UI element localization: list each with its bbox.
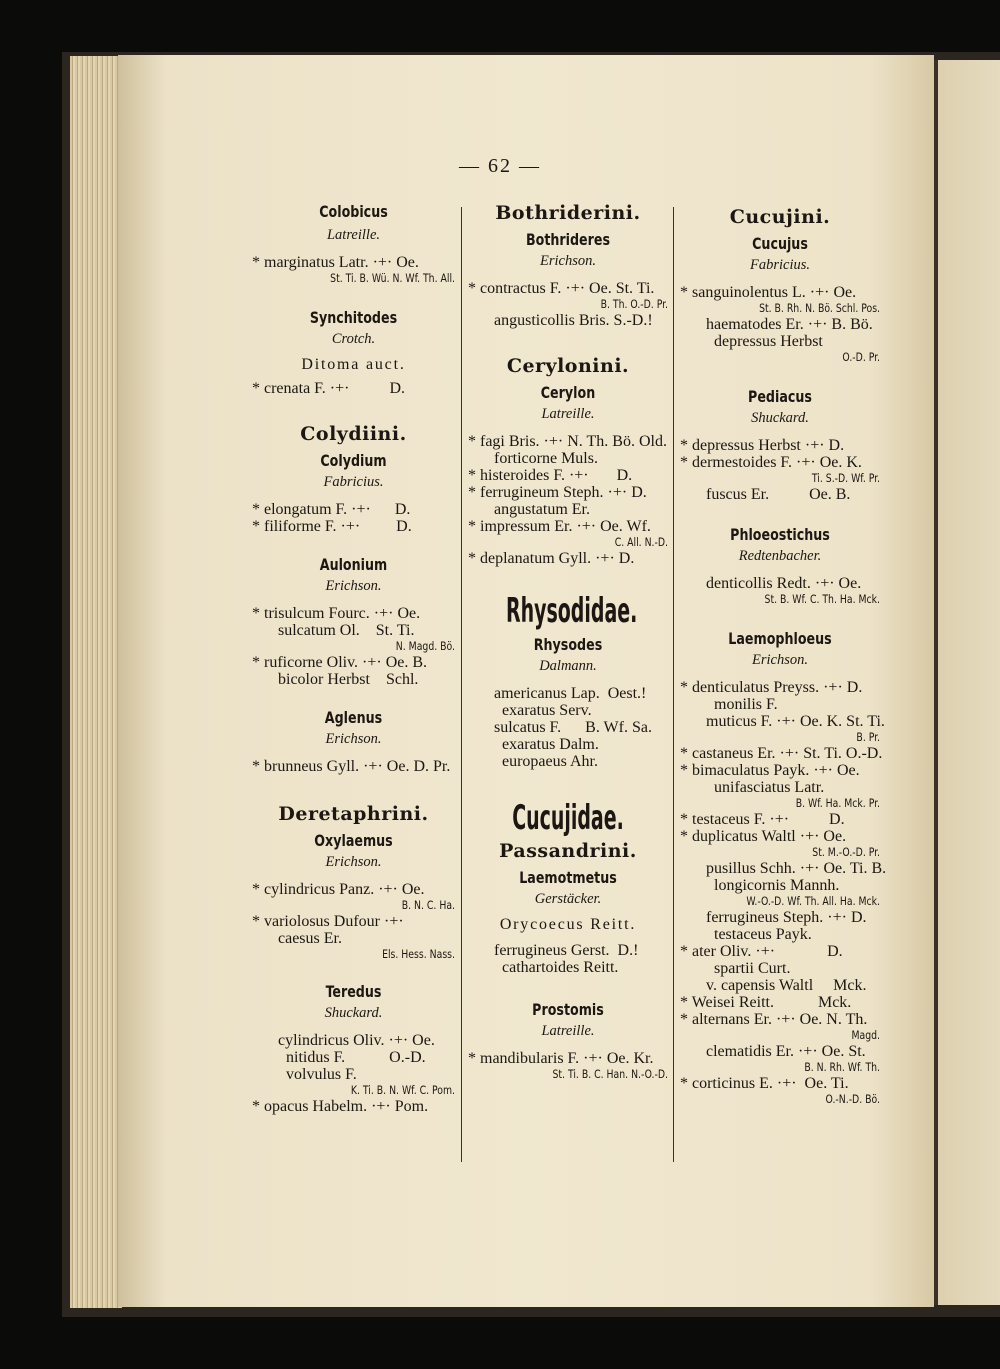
text-column-2 xyxy=(468,202,668,1082)
genus-heading: Cerylon xyxy=(540,383,596,402)
distribution-note: St. M.-O.-D. Pr. xyxy=(812,845,880,859)
species-entry: muticus F. ·+· Oe. K. St. Ti. xyxy=(706,713,885,730)
species-entry: americanus Lap. Oest.! xyxy=(494,685,647,702)
species-entry: depressus Herbst xyxy=(706,333,823,350)
genus-heading: Laemotmetus xyxy=(519,868,617,887)
species-entry: ferrugineus Gerst. D.! xyxy=(494,942,639,959)
species-entry: angusticollis Bris. S.-D.! xyxy=(494,312,653,329)
species-entry: v. capensis Waltl Mck. xyxy=(706,977,867,994)
species-entry: unifasciatus Latr. xyxy=(706,779,825,796)
genus-author: Fabricius. xyxy=(323,474,384,490)
species-entry: * castaneus Er. ·+· St. Ti. O.-D. xyxy=(680,745,883,762)
genus-author: Erichson. xyxy=(752,652,808,668)
distribution-note: O.-D. Pr. xyxy=(842,350,880,364)
family-heading: Cucujidae. xyxy=(512,798,624,838)
species-entry: * ferrugineum Steph. ·+· D. xyxy=(468,484,647,501)
species-entry: volvulus F. xyxy=(278,1066,357,1083)
species-entry: exaratus Serv. xyxy=(494,702,592,719)
species-entry: nitidus F. O.-D. xyxy=(278,1049,426,1066)
species-entry: * duplicatus Waltl ·+· Oe. xyxy=(680,828,847,845)
family-heading: Rhysodidae. xyxy=(506,591,638,631)
genus-author: Crotch. xyxy=(331,331,376,347)
species-entry: * dermestoides F. ·+· Oe. K. xyxy=(680,454,862,471)
distribution-note: K. Ti. B. N. Wf. C. Pom. xyxy=(350,1083,455,1097)
genus-heading: Teredus xyxy=(325,982,382,1001)
genus-author: Fabricius. xyxy=(749,257,810,273)
distribution-note: Ti. S.-D. Wf. Pr. xyxy=(811,471,880,485)
species-entry: * contractus F. ·+· Oe. St. Ti. xyxy=(468,280,655,297)
genus-author: Latreille. xyxy=(326,227,381,243)
species-entry: longicornis Mannh. xyxy=(706,877,840,894)
distribution-note: Els. Hess. Nass. xyxy=(382,947,455,961)
species-entry: * marginatus Latr. ·+· Oe. xyxy=(252,254,419,271)
species-entry: * variolosus Dufour ·+· xyxy=(252,913,404,930)
species-entry: spartii Curt. xyxy=(706,960,791,977)
species-entry: * crenata F. ·+· D. xyxy=(252,380,406,397)
genus-heading: Prostomis xyxy=(532,1000,604,1019)
distribution-note: B. Th. O.-D. Pr. xyxy=(600,297,668,311)
distribution-note: N. Magd. Bö. xyxy=(395,639,455,653)
species-entry: cathartoides Reitt. xyxy=(494,959,619,976)
distribution-note: St. Ti. B. C. Han. N.-O.-D. xyxy=(552,1067,668,1081)
species-entry: * opacus Habelm. ·+· Pom. xyxy=(252,1098,429,1115)
genus-author: Erichson. xyxy=(325,854,382,870)
species-entry: * Weisei Reitt. Mck. xyxy=(680,994,852,1011)
species-entry: * cylindricus Panz. ·+· Oe. xyxy=(252,881,425,898)
distribution-note: St. B. Rh. N. Bö. Schl. Pos. xyxy=(759,301,880,315)
genus-author: Erichson. xyxy=(325,731,382,747)
species-entry: pusillus Schh. ·+· Oe. Ti. B. xyxy=(706,860,887,877)
facing-page-edge xyxy=(934,60,1000,1305)
species-entry: * deplanatum Gyll. ·+· D. xyxy=(468,550,635,567)
species-entry: * impressum Er. ·+· Oe. Wf. xyxy=(468,518,651,535)
species-entry: * bimaculatus Payk. ·+· Oe. xyxy=(680,762,860,779)
species-entry: forticorne Muls. xyxy=(494,450,598,467)
species-entry: * testaceus F. ·+· D. xyxy=(680,811,845,828)
tribe-heading: Passandrini. xyxy=(499,840,637,862)
species-entry: * mandibularis F. ·+· Oe. Kr. xyxy=(468,1050,654,1067)
genus-heading: Phloeostichus xyxy=(730,525,830,544)
genus-author: Redtenbacher. xyxy=(738,548,822,564)
distribution-note: B. N. Rh. Wf. Th. xyxy=(804,1060,880,1074)
distribution-note: B. N. C. Ha. xyxy=(401,898,455,912)
genus-author: Shuckard. xyxy=(751,410,809,426)
species-entry: testaceus Payk. xyxy=(706,926,812,943)
distribution-note: B. Wf. Ha. Mck. Pr. xyxy=(795,796,880,810)
distribution-note: W.-O.-D. Wf. Th. All. Ha. Mck. xyxy=(746,894,880,908)
genus-author: Dalmann. xyxy=(539,658,597,674)
species-entry: * denticulatus Preyss. ·+· D. xyxy=(680,679,863,696)
genus-heading: Synchitodes xyxy=(309,308,398,327)
distribution-note: St. B. Wf. C. Th. Ha. Mck. xyxy=(764,592,880,606)
species-entry: europaeus Ahr. xyxy=(494,753,598,770)
genus-author: Latreille. xyxy=(541,406,595,422)
genus-author: Erichson. xyxy=(325,578,382,594)
genus-heading: Colobicus xyxy=(319,202,388,221)
synonym-heading: Orycoecus Reitt. xyxy=(499,916,637,933)
species-entry: sulcatum Ol. St. Ti. xyxy=(278,622,415,639)
genus-author: Erichson. xyxy=(540,253,596,269)
species-entry: fuscus Er. Oe. B. xyxy=(706,486,851,503)
species-entry: * filiforme F. ·+· D. xyxy=(252,518,412,535)
species-entry: denticollis Redt. ·+· Oe. xyxy=(706,575,862,592)
species-entry: sulcatus F. B. Wf. Sa. xyxy=(494,719,652,736)
tribe-heading: Bothriderini. xyxy=(495,202,641,224)
genus-heading: Cucujus xyxy=(752,234,808,253)
genus-author: Shuckard. xyxy=(324,1005,383,1021)
tribe-heading: Colydiini. xyxy=(300,423,407,445)
species-entry: * ater Oliv. ·+· D. xyxy=(680,943,843,960)
tribe-heading: Cerylonini. xyxy=(506,355,630,377)
genus-heading: Aglenus xyxy=(324,708,383,727)
genus-heading: Colydium xyxy=(320,451,387,470)
tribe-heading: Deretaphrini. xyxy=(278,803,429,825)
species-entry: monilis F. xyxy=(706,696,778,713)
species-entry: ferrugineus Steph. ·+· D. xyxy=(706,909,867,926)
species-entry: * ruficorne Oliv. ·+· Oe. B. xyxy=(252,654,428,671)
species-entry: * brunneus Gyll. ·+· Oe. D. Pr. xyxy=(252,758,451,775)
species-entry: clematidis Er. ·+· Oe. St. xyxy=(706,1043,866,1060)
distribution-note: B. Pr. xyxy=(856,730,880,744)
species-entry: cylindricus Oliv. ·+· Oe. xyxy=(278,1032,435,1049)
species-entry: * depressus Herbst ·+· D. xyxy=(680,437,845,454)
species-entry: * trisulcum Fourc. ·+· Oe. xyxy=(252,605,421,622)
genus-heading: Bothrideres xyxy=(525,230,611,249)
genus-heading: Aulonium xyxy=(319,555,388,574)
text-column-3 xyxy=(680,202,887,1107)
column-rule xyxy=(673,207,674,1162)
species-entry: * alternans Er. ·+· Oe. N. Th. xyxy=(680,1011,868,1028)
distribution-note: O.-N.-D. Bö. xyxy=(825,1092,880,1106)
species-entry: * histeroides F. ·+· D. xyxy=(468,467,633,484)
tribe-heading: Cucujini. xyxy=(729,206,831,228)
species-entry: caesus Er. xyxy=(278,930,342,947)
species-entry: bicolor Herbst Schl. xyxy=(278,671,419,688)
species-entry: * sanguinolentus L. ·+· Oe. xyxy=(680,284,857,301)
page-edges xyxy=(70,56,122,1308)
column-rule xyxy=(461,207,462,1162)
synonym-heading: Ditoma auct. xyxy=(301,356,406,373)
species-entry: exaratus Dalm. xyxy=(494,736,599,753)
genus-heading: Laemophloeus xyxy=(728,629,832,648)
species-entry: angustatum Er. xyxy=(494,501,590,518)
species-entry: * corticinus E. ·+· Oe. Ti. xyxy=(680,1075,849,1092)
species-entry: * elongatum F. ·+· D. xyxy=(252,501,411,518)
distribution-note: C. All. N.-D. xyxy=(614,535,668,549)
distribution-note: St. Ti. B. Wü. N. Wf. Th. All. xyxy=(330,271,455,285)
genus-heading: Rhysodes xyxy=(533,635,603,654)
species-entry: * fagi Bris. ·+· N. Th. Bö. Old. xyxy=(468,433,667,450)
genus-heading: Pediacus xyxy=(748,387,812,406)
text-column-1 xyxy=(252,202,455,1115)
genus-author: Gerstäcker. xyxy=(534,891,602,907)
genus-heading: Oxylaemus xyxy=(314,831,393,850)
page-number: — 62 — xyxy=(459,155,541,177)
genus-author: Latreille. xyxy=(541,1023,595,1039)
distribution-note: Magd. xyxy=(851,1028,880,1042)
species-entry: haematodes Er. ·+· B. Bö. xyxy=(706,316,873,333)
